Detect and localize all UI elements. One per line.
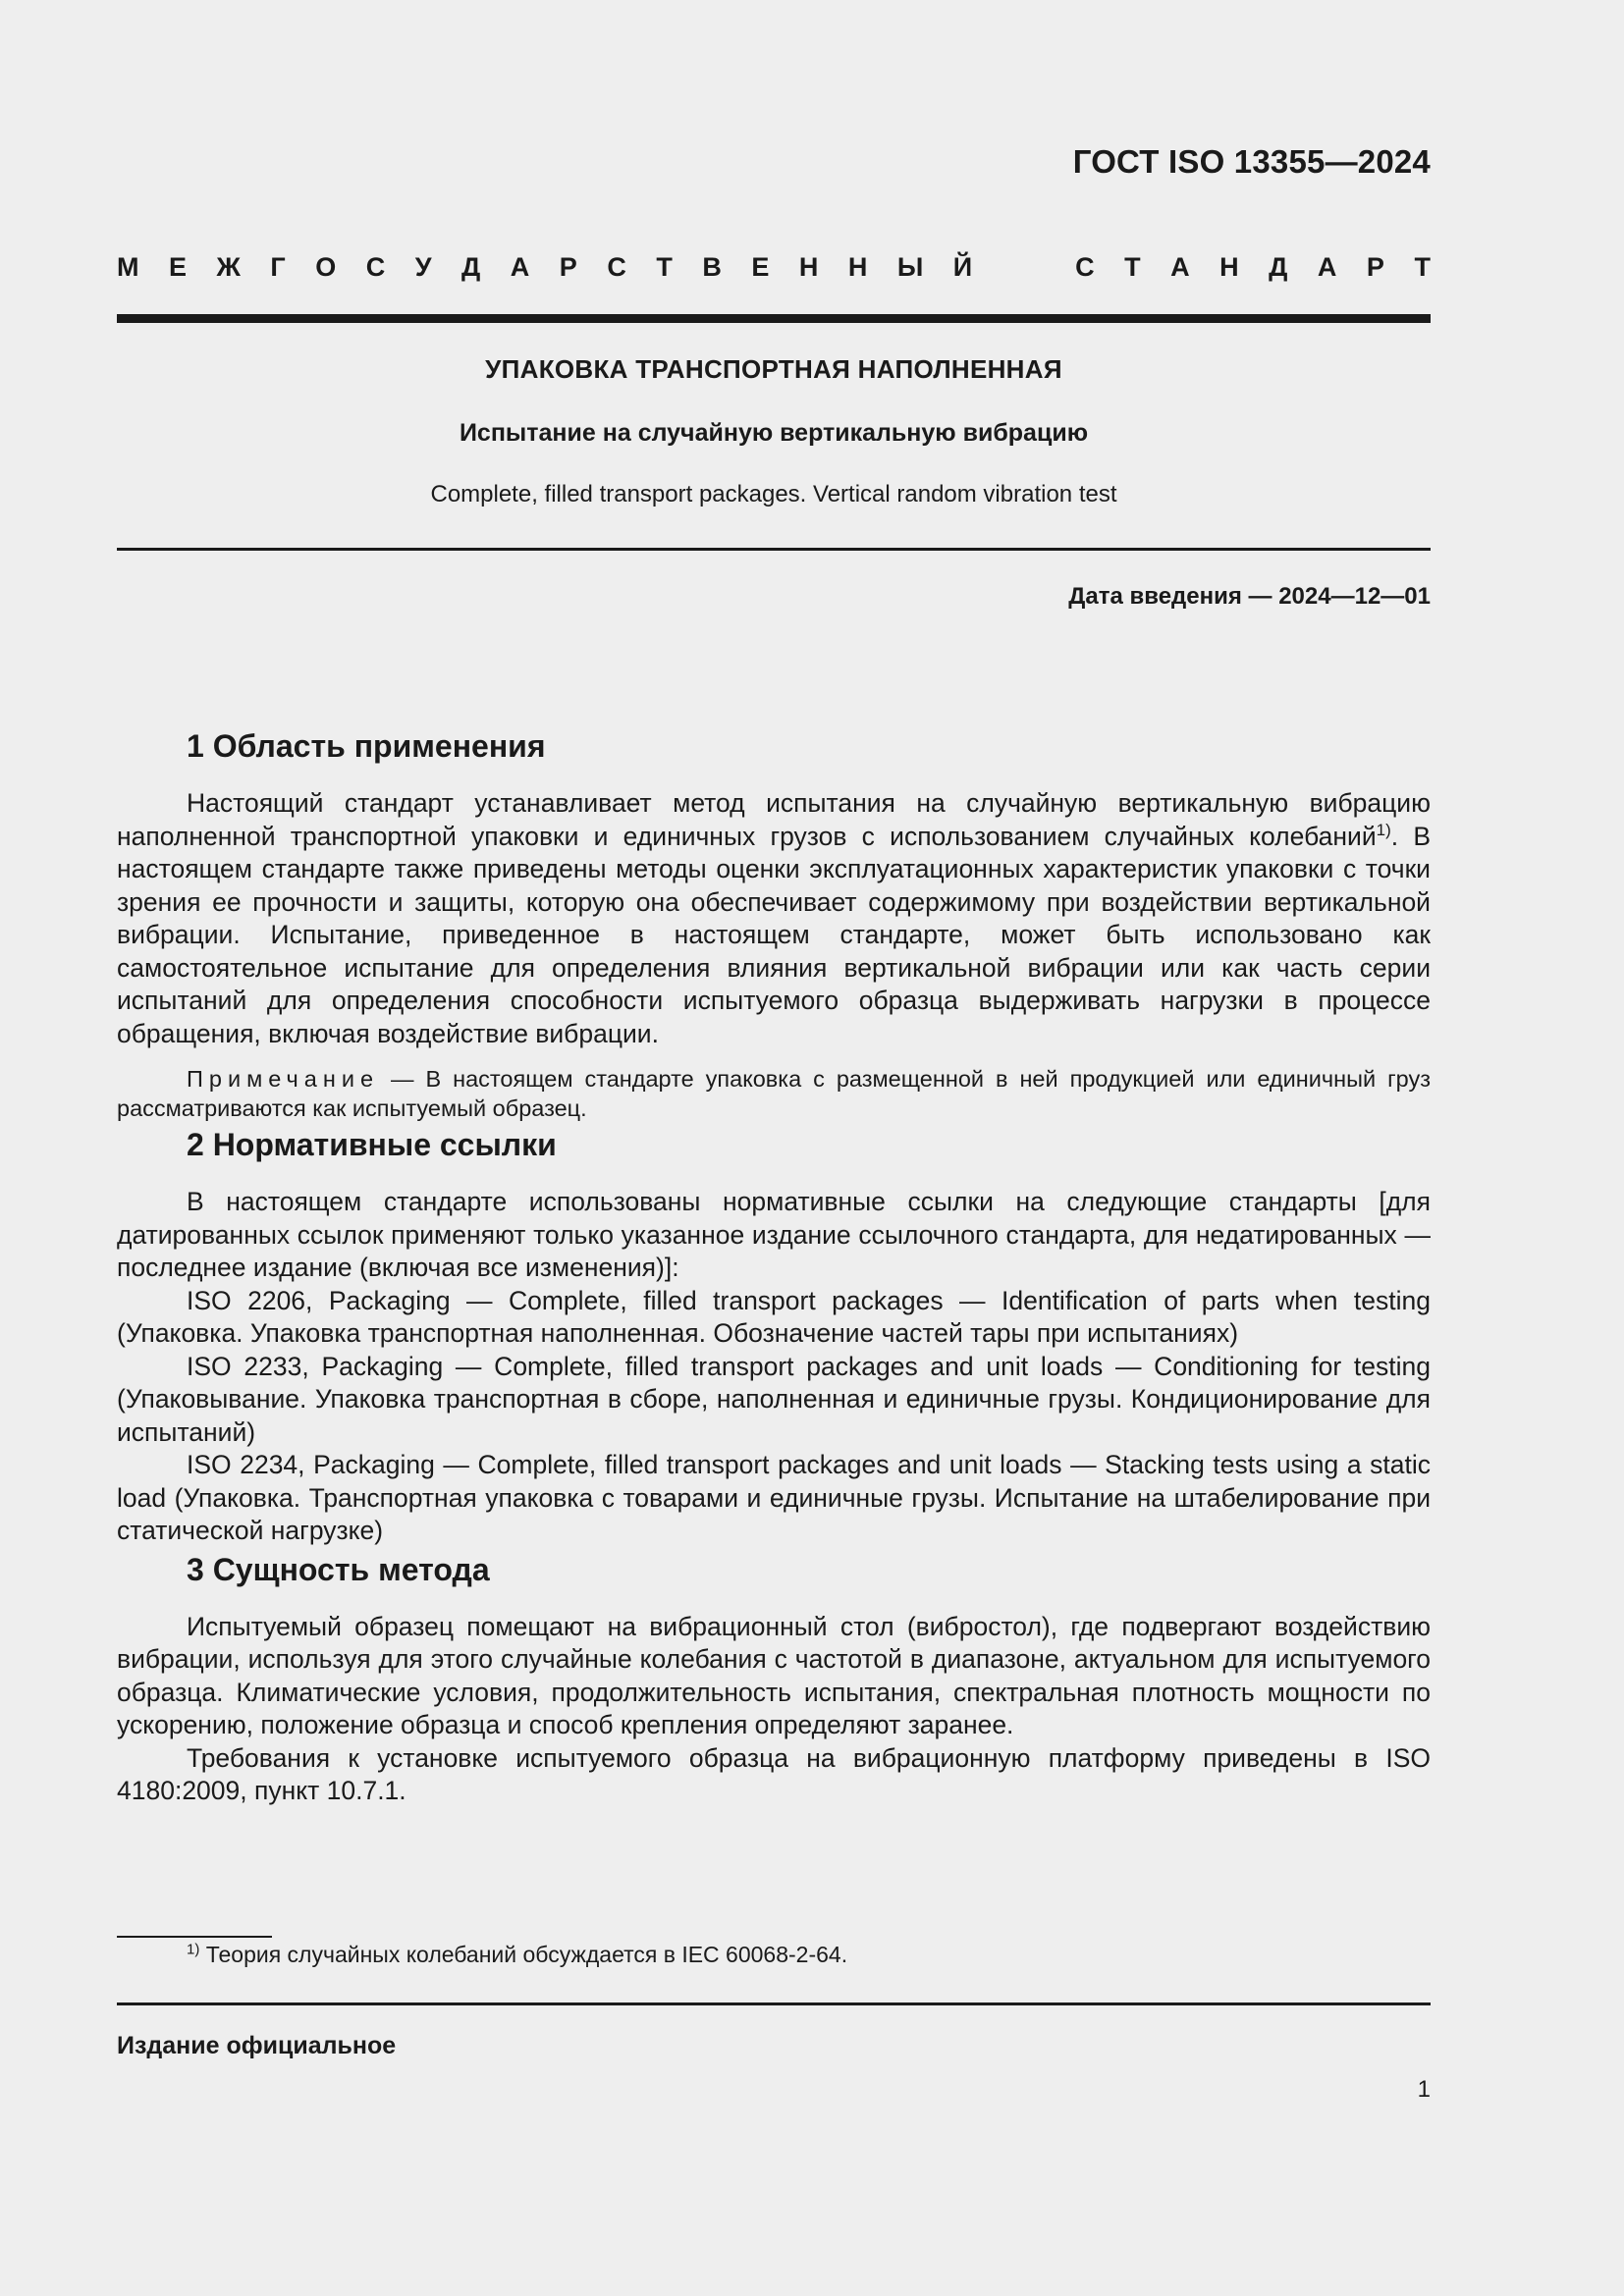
standard-type-letter: Г: [270, 252, 286, 282]
standard-type-letter: Т: [1414, 252, 1431, 282]
standard-type-letter: С: [365, 252, 386, 282]
section-1-heading: 1 Область применения: [187, 728, 546, 764]
standard-type-heading: [117, 252, 1431, 283]
section-3-paragraph-1: Испытуемый образец помещают на вибрационный стол (вибростол), где подвергают воздействию вибрации, используя для этого случайные колебания с частотой в диапазоне, актуальном для испытуемого образца. Климатические условия, продолжительность испытания, спектральная плотность мощности по ускорению, положение образца и способ крепления определяют заранее.: [117, 1611, 1431, 1739]
footnote-text: Теория случайных колебаний обсуждается в IEC 60068-2-64.: [199, 1942, 848, 1967]
standard-type-letter: Н: [798, 252, 819, 282]
document-title: УПАКОВКА ТРАНСПОРТНАЯ НАПОЛНЕННАЯ: [485, 354, 1062, 384]
standard-type-letter: Й: [952, 252, 973, 282]
standard-type-letter: А: [510, 252, 530, 282]
standard-type-letter: У: [414, 252, 432, 282]
section-3-heading: 3 Сущность метода: [187, 1551, 490, 1587]
reference-item: ISO 2234, Packaging — Complete, filled transport packages and unit loads — Stacking tests using a static load (Упаковка. Транспортная упаковка с товарами и единичные грузы. Испытание на штабелирование при статической нагрузке): [117, 1450, 1431, 1545]
standard-type-letter: Е: [169, 252, 188, 282]
standard-type-letter: Р: [1366, 252, 1384, 282]
edition-label: Издание официальное: [117, 2032, 397, 2059]
footnote-marker: 1): [187, 1941, 200, 1958]
standard-type-letter: А: [1170, 252, 1190, 282]
section-1-paragraph: [117, 787, 1431, 1050]
section-2-heading: 2 Нормативные ссылки: [187, 1127, 557, 1162]
main-content: [117, 724, 1431, 1808]
standard-type-letter: О: [315, 252, 337, 282]
header-rule: [117, 314, 1431, 323]
standard-type-letter: Н: [1219, 252, 1239, 282]
standard-type-letter: Д: [1269, 252, 1288, 282]
document-code: ГОСТ ISO 13355—2024: [1072, 143, 1431, 180]
standard-type-letter: Е: [751, 252, 770, 282]
standard-type-letter: Т: [656, 252, 673, 282]
reference-item: ISO 2206, Packaging — Complete, filled transport packages — Identification of parts when testing (Упаковка. Упаковка транспортная наполненная. Обозначение частей тары при испытаниях): [117, 1285, 1431, 1348]
document-subtitle: Испытание на случайную вертикальную вибрацию: [459, 419, 1089, 447]
standard-type-letter: Д: [461, 252, 481, 282]
section-1-paragraph-continuation: . В настоящем стандарте также приведены методы оценки эксплуатационных характеристик упаковки с точки зрения ее прочности и защиты, которую она обеспечивает содержимому при воздействии вертикальной вибрации. Испытание, приведенное в настоящем стандарте, может быть использовано как самостоятельное испытание для определения влияния вертикальной вибрации или как часть серии испытаний для определения способности испытуемого образца выдерживать нагрузки в процессе обращения, включая воздействие вибрации.: [117, 821, 1431, 1048]
standard-type-letter: Р: [559, 252, 577, 282]
standard-type-letter: С: [1075, 252, 1095, 282]
footnote: [187, 1942, 847, 1968]
footer-rule: [117, 2002, 1431, 2005]
standard-type-letter: В: [702, 252, 722, 282]
standard-type-letter: Т: [1124, 252, 1141, 282]
standard-type-letter: М: [117, 252, 139, 282]
standard-type-letter: С: [607, 252, 626, 282]
word-gap: [1002, 252, 1046, 283]
section-1-paragraph-text: Настоящий стандарт устанавливает метод испытания на случайную вертикальную вибрацию наполненной транспортной упаковки и единичных грузов с использованием случайных колебаний: [117, 788, 1431, 851]
standard-type-letter: Н: [847, 252, 868, 282]
document-title-english: Complete, filled transport packages. Vertical random vibration test: [430, 481, 1117, 507]
standard-type-letter: А: [1317, 252, 1337, 282]
title-rule: [117, 548, 1431, 551]
reference-item: ISO 2233, Packaging — Complete, filled transport packages and unit loads — Conditioning for testing (Упаковывание. Упаковка транспортная в сборе, наполненная и единичные грузы. Кондиционирование для испытаний): [117, 1351, 1431, 1447]
note-label: Примечание: [187, 1066, 380, 1092]
standard-type-letter: Ы: [896, 252, 924, 282]
note-text: — В настоящем стандарте упаковка с размещенной в ней продукцией или единичный груз рассматриваются как испытуемый образец.: [117, 1066, 1431, 1121]
section-1-note: [117, 1064, 1431, 1123]
page-number: 1: [1417, 2076, 1431, 2103]
footnote-rule: [117, 1936, 272, 1938]
footnote-reference[interactable]: 1): [1376, 820, 1391, 839]
section-3-paragraph-2: Требования к установке испытуемого образца на вибрационную платформу приведены в ISO 4180:2009, пункт 10.7.1.: [117, 1742, 1431, 1805]
section-2-intro: В настоящем стандарте использованы нормативные ссылки на следующие стандарты [для датированных ссылок применяют только указанное издание ссылочного стандарта, для недатированных — последнее издание (включая все изменения)]:: [117, 1187, 1431, 1282]
standard-type-letter: Ж: [216, 252, 241, 282]
introduction-date: Дата введения — 2024—12—01: [1068, 583, 1431, 610]
